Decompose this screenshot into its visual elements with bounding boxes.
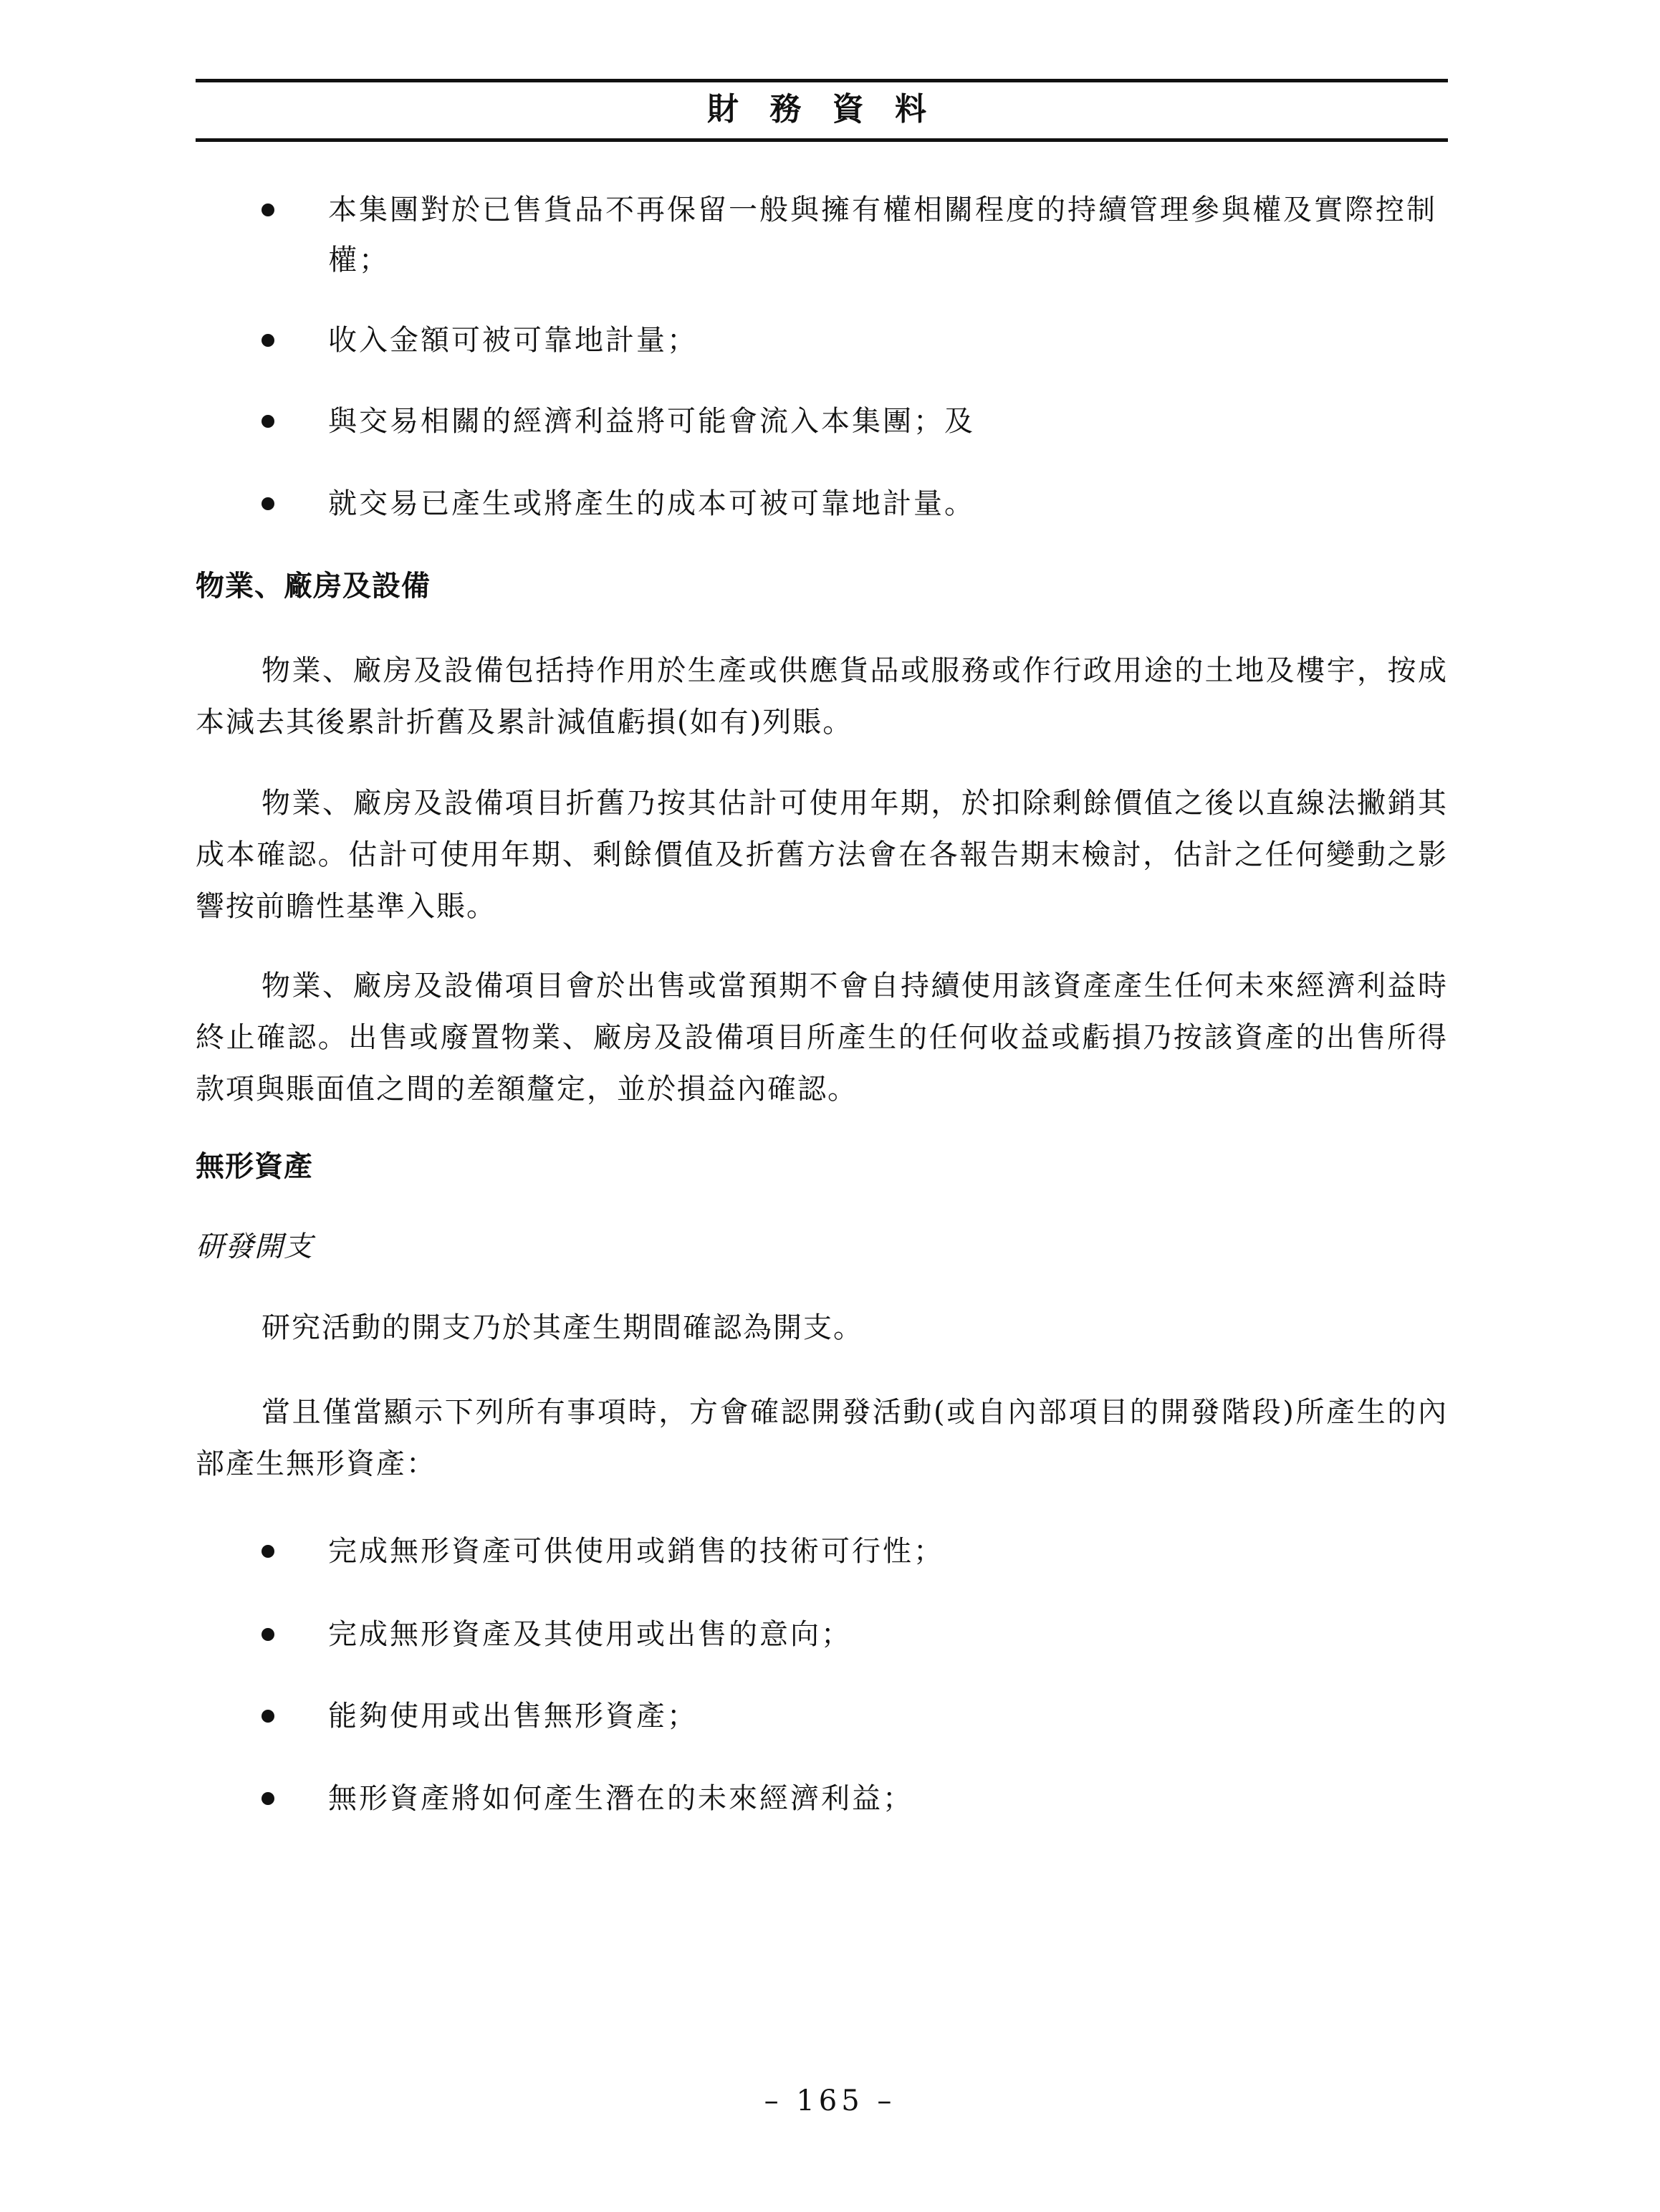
subheading-rd-expenditure: 研發開支: [196, 1230, 313, 1263]
header-top-rule: [196, 79, 1448, 82]
bullet-text: 與交易相關的經濟利益將可能會流入本集團；及: [328, 405, 975, 438]
bullet-dot-icon: [262, 1545, 274, 1558]
bullet-dot-icon: [262, 334, 274, 347]
section-heading-ppe: 物業、廠房及設備: [196, 569, 431, 603]
intangible-paragraph: 研究活動的開支乃於其產生期間確認為開支。: [262, 1311, 863, 1344]
bullet-text: 完成無形資產可供使用或銷售的技術可行性；: [328, 1535, 944, 1568]
bullet-dot-icon: [262, 1710, 274, 1723]
bullet-dot-icon: [262, 497, 274, 510]
ppe-paragraph: 物業、廠房及設備包括持作用於生產或供應貨品或服務或作行政用途的土地及樓宇，按成本減去其後累計折舊及累計減值虧損(如有)列賬。: [196, 654, 1448, 739]
header-bottom-rule: [196, 138, 1448, 142]
page-header-title: 財 務 資 料: [707, 91, 936, 128]
section-heading-intangible: 無形資產: [196, 1149, 313, 1183]
bullet-text: 本集團對於已售貨品不再保留一般與擁有權相關程度的持續管理參與權及實際控制權；: [328, 193, 1437, 277]
intangible-paragraph: 當且僅當顯示下列所有事項時，方會確認開發活動(或自內部項目的開發階段)所產生的內部產生無形資產：: [196, 1396, 1448, 1480]
bullet-text: 就交易已產生或將產生的成本可被可靠地計量。: [328, 487, 975, 520]
bullet-dot-icon: [262, 1792, 274, 1805]
bullet-text: 能夠使用或出售無形資產；: [328, 1700, 698, 1733]
bullet-dot-icon: [262, 1628, 274, 1641]
page-number: – 165 –: [764, 2084, 896, 2117]
bullet-dot-icon: [262, 415, 274, 428]
bullet-text: 收入金額可被可靠地計量；: [328, 324, 698, 357]
ppe-paragraph: 物業、廠房及設備項目會於出售或當預期不會自持續使用該資產產生任何未來經濟利益時終止確認。出售或廢置物業、廠房及設備項目所產生的任何收益或虧損乃按該資產的出售所得款項與賬面值之間的差額釐定，並於損益內確認。: [196, 969, 1448, 1106]
bullet-dot-icon: [262, 204, 274, 216]
ppe-paragraph: 物業、廠房及設備項目折舊乃按其估計可使用年期，於扣除剩餘價值之後以直線法撇銷其成本確認。估計可使用年期、剩餘價值及折舊方法會在各報告期末檢討，估計之任何變動之影響按前瞻性基準入賬。: [196, 787, 1448, 923]
bullet-text: 完成無形資產及其使用或出售的意向；: [328, 1618, 852, 1651]
bullet-text: 無形資產將如何產生潛在的未來經濟利益；: [328, 1782, 913, 1815]
